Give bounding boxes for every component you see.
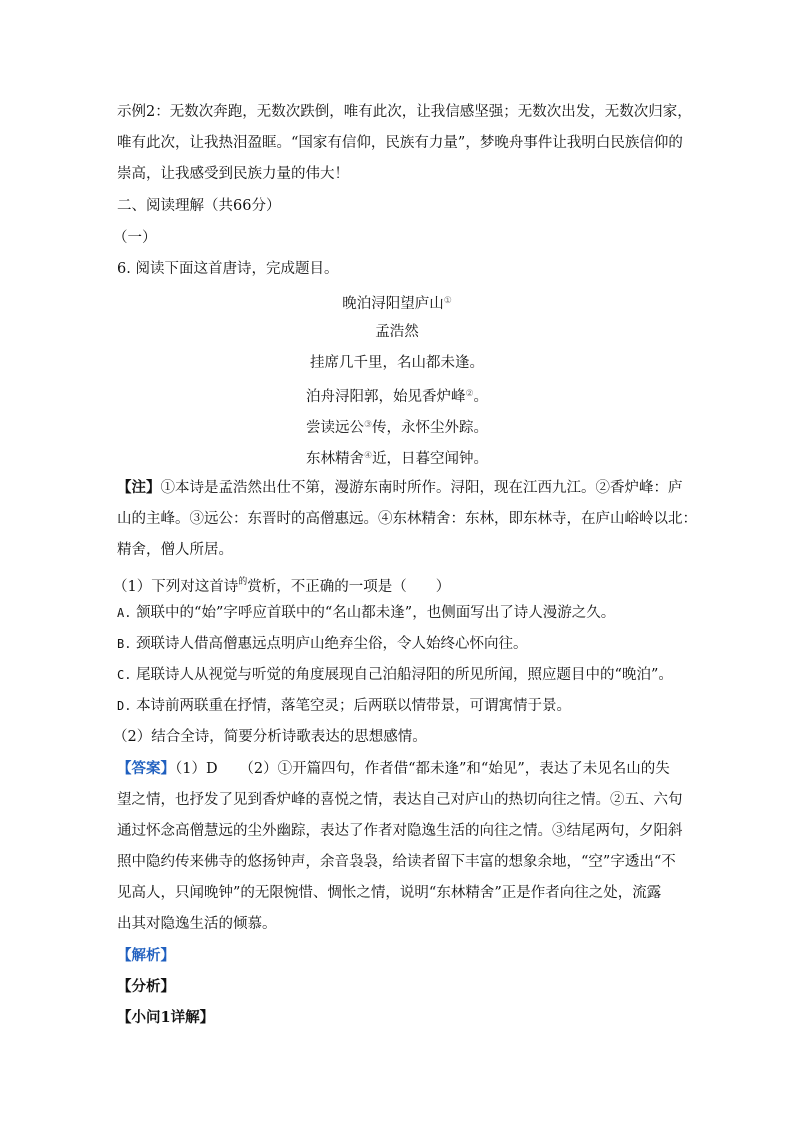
option-c-letter: C. [117, 668, 132, 682]
option-b-letter: B. [117, 637, 132, 651]
option-d [117, 696, 571, 716]
option-b [117, 634, 528, 654]
poem-line-2-note: ② [465, 389, 474, 399]
poem-line-4 [117, 446, 677, 469]
sub1-stem-b: 赏析，不正确的一项是（ ） [247, 579, 451, 595]
poem-line-2-end: 。 [473, 389, 489, 405]
poem-line-4-text-a: 东林精舍 [305, 451, 364, 467]
option-c-text: 尾联诗人从视觉与听觉的角度展现自己泊船浔阳的所见所闻，照应题目中的“晚泊”。 [136, 667, 673, 683]
poem-title-note: ① [443, 296, 452, 306]
sub1-stem-mark: 的 [238, 577, 248, 587]
poem-line-4-text-b: 近，日暮空闻钟。 [372, 451, 489, 467]
poem-line-2 [117, 384, 677, 407]
sub2-stem: （2）结合全诗，简要分析诗歌表达的思想感情。 [113, 729, 427, 745]
poem-line-3 [117, 415, 677, 438]
section-title: 二、阅读理解（共66分） [117, 198, 281, 214]
answer-text-1: （1）D （2）①开篇四句，作者借“都未逢”和“始见”，表达了未见名山的失 [175, 761, 670, 777]
poem-line-3-text-a: 尝读远公 [305, 420, 364, 436]
option-d-text: 本诗前两联重在抒情，落笔空灵；后两联以情带景，可谓寓情于景。 [136, 698, 572, 714]
poem-line-1: 挂席几千里，名山都未逢。 [310, 355, 484, 371]
option-d-letter: D. [117, 699, 132, 713]
example2-line-2: 唯有此次，让我热泪盈眶。“国家有信仰，民族有力量”，梦晚舟事件让我明白民族信仰的 [117, 135, 683, 151]
note-line-3: 精舍，僧人所居。 [117, 542, 233, 558]
option-a-letter: A. [117, 606, 132, 620]
answer-line-3: 通过怀念高僧慧远的尘外幽踪，表达了作者对隐逸生活的向往之情。③结尾两句，夕阳斜 [117, 823, 683, 839]
answer-line-2: 望之情，也抒发了见到香炉峰的喜悦之情，表达自己对庐山的热切向往之情。②五、六句 [117, 792, 683, 808]
xiao1-label: 【小问1详解】 [117, 1009, 215, 1026]
poem-title [117, 291, 677, 314]
fenxi-label: 【分析】 [117, 978, 175, 995]
poem-line-2-text: 泊舟浔阳郭，始见香炉峰 [305, 389, 466, 405]
answer-line-4: 照中隐约传来佛寺的悠扬钟声，余音袅袅，给读者留下丰富的想象余地，“空”字透出“不 [117, 854, 676, 870]
sub1-stem [113, 572, 450, 597]
section-sub: （一） [113, 230, 157, 246]
poem-author: 孟浩然 [375, 324, 419, 340]
example2-line-3: 崇高，让我感受到民族力量的伟大！ [117, 166, 349, 182]
example2-line-1: 示例2：无数次奔跑，无数次跌倒，唯有此次，让我信感坚强；无数次出发，无数次归家， [117, 104, 692, 120]
poem-line-3-note: ③ [363, 420, 373, 430]
answer-line-6: 出其对隐逸生活的倾慕。 [117, 916, 277, 932]
poem-line-4-note: ④ [363, 451, 373, 461]
note-line-1 [117, 478, 683, 498]
option-a [117, 603, 615, 623]
option-a-text: 颔联中的“始”字呼应首联中的“名山都未逢”，也侧面写出了诗人漫游之久。 [136, 605, 616, 621]
note-text-1: ①本诗是孟浩然出仕不第，漫游东南时所作。浔阳，现在江西九江。②香炉峰：庐 [160, 480, 683, 496]
option-b-text: 颈联诗人借高僧惠远点明庐山绝弃尘俗，令人始终心怀向往。 [136, 636, 528, 652]
answer-label: 【答案】 [117, 760, 175, 777]
answer-line-5: 见高人，只闻晚钟”的无限惋惜、惆怅之情，说明“东林精舍”正是作者向往之处，流露 [117, 885, 662, 901]
poem-title-text: 晚泊浔阳望庐山 [342, 296, 444, 312]
note-line-2: 山的主峰。③远公：东晋时的高僧惠远。④东林精舍：东林，即东林寺，在庐山峪岭以北： [117, 511, 697, 527]
poem-line-3-text-b: 传，永怀尘外踪。 [372, 420, 489, 436]
question-prompt: 6. 阅读下面这首唐诗，完成题目。 [117, 261, 339, 277]
answer-line-1 [117, 759, 670, 779]
sub1-stem-a: （1）下列对这首诗 [113, 579, 239, 595]
analysis-label: 【解析】 [117, 947, 175, 964]
option-c [117, 665, 673, 685]
note-label: 【注】 [117, 479, 161, 496]
